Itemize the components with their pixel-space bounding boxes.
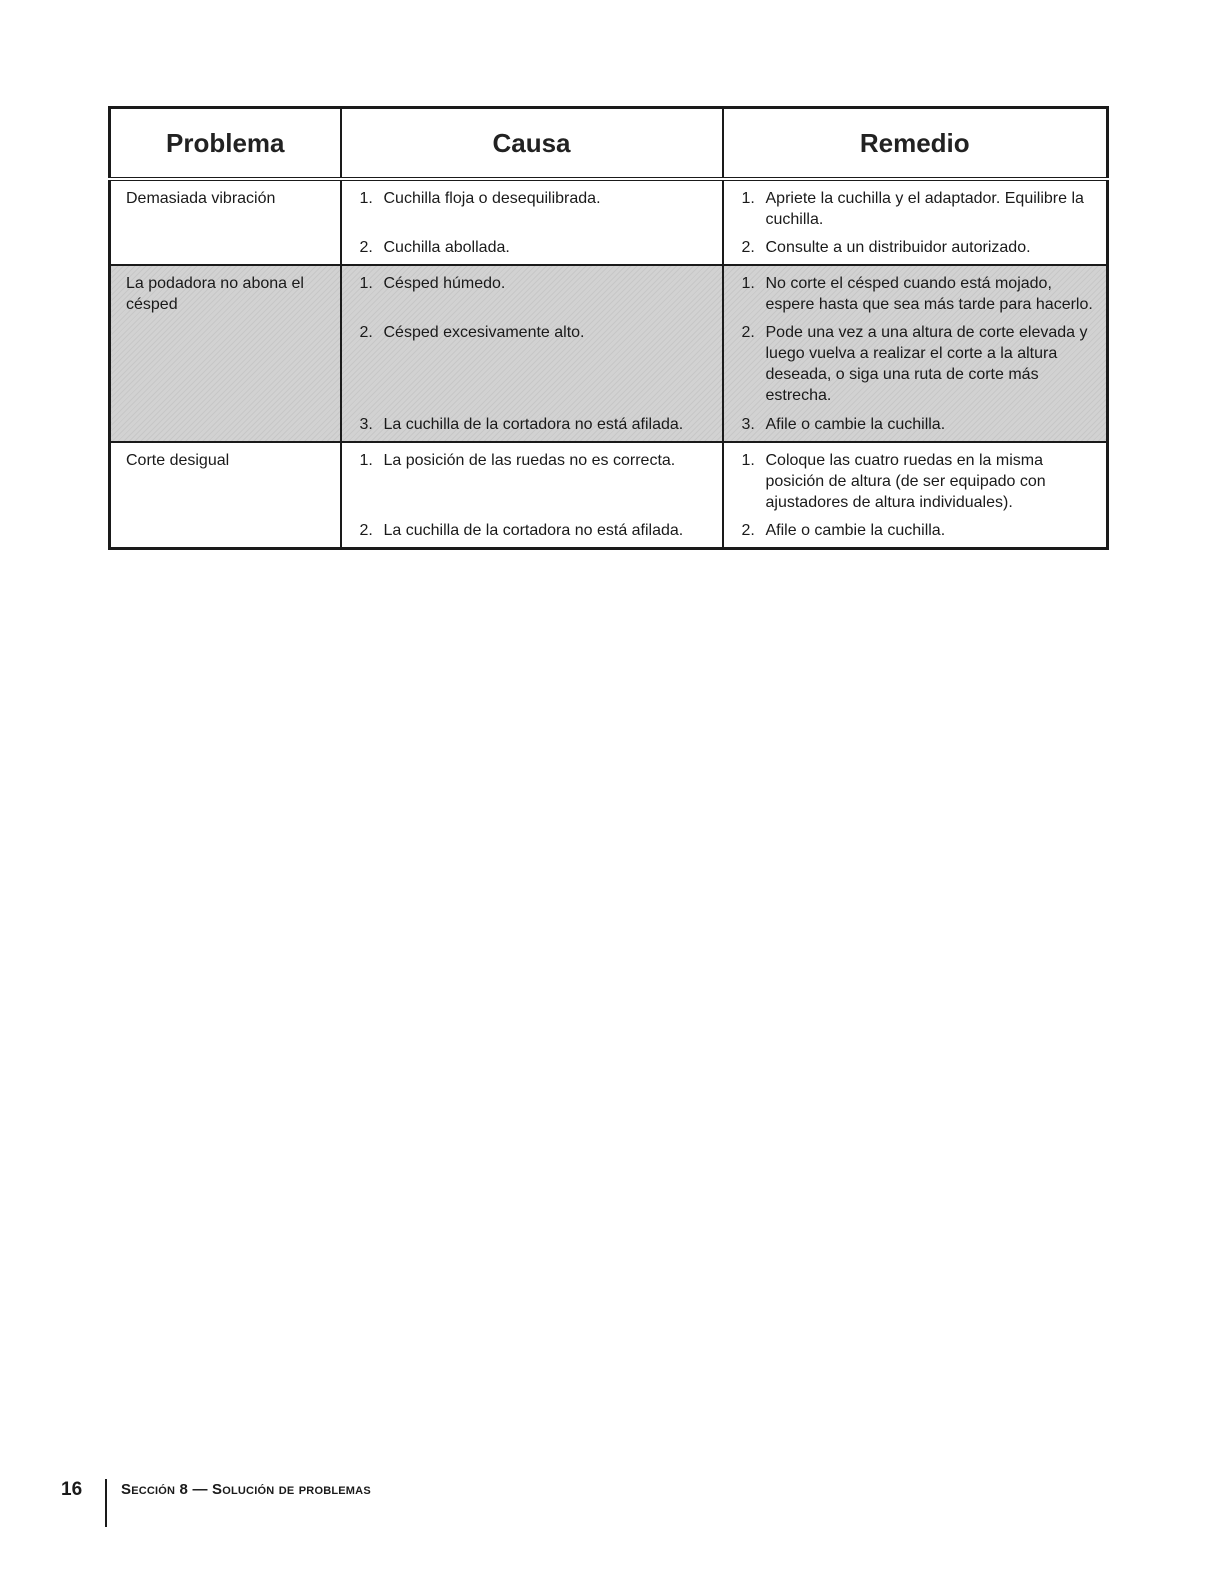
remedy-item-text: No corte el césped cuando está mojado, espere hasta que sea más tarde para hacerlo. xyxy=(765,275,1093,313)
header-causa: Causa xyxy=(341,108,723,180)
cause-item-number: 2. xyxy=(359,324,373,341)
cause-item-text: Cuchilla abollada. xyxy=(383,239,510,256)
problem-text: La podadora no abona el césped xyxy=(126,275,304,313)
remedy-list xyxy=(724,181,1107,264)
remedy-item-text: Afile o cambie la cuchilla. xyxy=(765,522,946,539)
remedy-list xyxy=(724,443,1107,547)
cause-item xyxy=(360,188,714,237)
remedy-item-number: 2. xyxy=(741,324,755,341)
cause-item-number: 1. xyxy=(359,190,373,207)
problem-text: Corte desigual xyxy=(126,452,230,469)
remedy-item-text: Coloque las cuatro ruedas en la misma posición de altura (de ser equipado con ajustadores de altura individuales). xyxy=(765,452,1046,511)
remedy-cell xyxy=(723,265,1108,442)
remedy-item-number: 2. xyxy=(741,239,755,256)
table-header-row xyxy=(110,108,1108,180)
remedy-cell xyxy=(723,179,1108,265)
remedy-item-text: Consulte a un distribuidor autorizado. xyxy=(765,239,1031,256)
problem-text: Demasiada vibración xyxy=(126,190,276,207)
cause-item-text: La posición de las ruedas no es correcta. xyxy=(383,452,676,469)
remedy-item xyxy=(742,322,1099,414)
table-row xyxy=(110,179,1108,265)
cause-item xyxy=(360,237,714,258)
cause-list xyxy=(342,443,722,547)
table-body xyxy=(110,179,1108,549)
remedy-item-number: 1. xyxy=(741,452,755,469)
troubleshooting-table xyxy=(108,106,1109,550)
footer-divider xyxy=(105,1479,107,1527)
remedy-item-number: 2. xyxy=(741,522,755,539)
cause-cell xyxy=(341,265,723,442)
header-remedio: Remedio xyxy=(723,108,1108,180)
cause-item xyxy=(360,273,714,322)
remedy-item xyxy=(742,188,1099,237)
cause-item-text: La cuchilla de la cortadora no está afilada. xyxy=(383,416,684,433)
cause-item-text: La cuchilla de la cortadora no está afilada. xyxy=(383,522,684,539)
problem-cell xyxy=(110,179,341,265)
remedy-item-text: Pode una vez a una altura de corte elevada y luego vuelva a realizar el corte a la altura deseada, o siga una ruta de corte más estrecha. xyxy=(765,324,1088,404)
table-row xyxy=(110,265,1108,442)
remedy-item xyxy=(742,273,1099,322)
remedy-item-text: Afile o cambie la cuchilla. xyxy=(765,416,946,433)
cause-item-text: Césped excesivamente alto. xyxy=(383,324,585,341)
remedy-item xyxy=(742,237,1099,258)
cause-item-text: Cuchilla floja o desequilibrada. xyxy=(383,190,601,207)
cause-item-number: 2. xyxy=(359,522,373,539)
section-title: Sección 8 — Solución de problemas xyxy=(121,1481,371,1498)
problem-cell xyxy=(110,442,341,549)
cause-list xyxy=(342,181,722,264)
header-problema: Problema xyxy=(110,108,341,180)
cause-item-number: 1. xyxy=(359,275,373,292)
remedy-item-text: Apriete la cuchilla y el adaptador. Equilibre la cuchilla. xyxy=(765,190,1084,228)
cause-cell xyxy=(341,442,723,549)
remedy-cell xyxy=(723,442,1108,549)
problem-cell xyxy=(110,265,341,442)
cause-item xyxy=(360,450,714,520)
cause-list xyxy=(342,266,722,441)
remedy-item xyxy=(742,450,1099,520)
remedy-item-number: 3. xyxy=(741,416,755,433)
cause-item xyxy=(360,520,714,541)
troubleshooting-table-wrapper xyxy=(108,106,1106,550)
remedy-item-number: 1. xyxy=(741,275,755,292)
remedy-item xyxy=(742,414,1099,435)
remedy-item-number: 1. xyxy=(741,190,755,207)
table-row xyxy=(110,442,1108,549)
page-footer xyxy=(61,1479,371,1527)
remedy-list xyxy=(724,266,1107,441)
cause-item-number: 2. xyxy=(359,239,373,256)
page-number: 16 xyxy=(61,1479,83,1500)
remedy-item xyxy=(742,520,1099,541)
cause-item xyxy=(360,322,714,414)
cause-item-number: 3. xyxy=(359,416,373,433)
cause-item-text: Césped húmedo. xyxy=(383,275,506,292)
cause-item-number: 1. xyxy=(359,452,373,469)
cause-cell xyxy=(341,179,723,265)
cause-item xyxy=(360,414,714,435)
